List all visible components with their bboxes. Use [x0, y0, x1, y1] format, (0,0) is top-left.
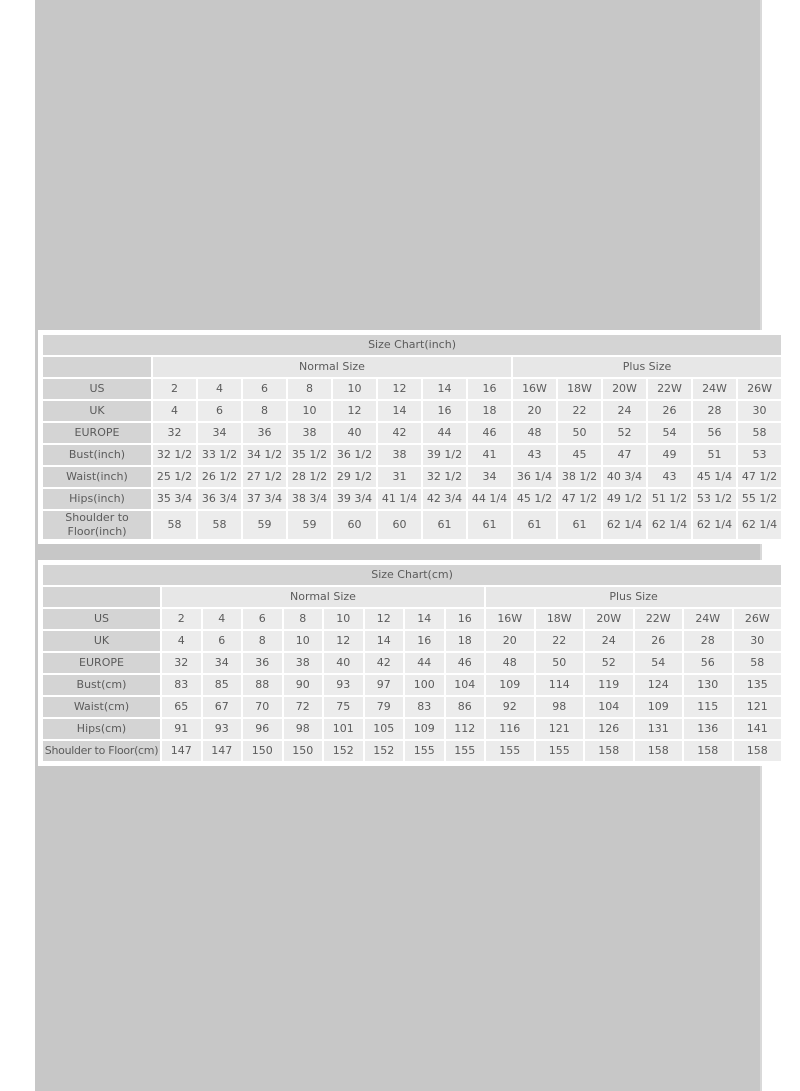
table-title: Size Chart(cm) — [43, 565, 781, 585]
size-cell: 88 — [243, 675, 282, 695]
size-chart-inch — [38, 330, 786, 544]
size-cell: 119 — [585, 675, 633, 695]
size-cell: 47 — [603, 445, 646, 465]
size-cell: 141 — [734, 719, 782, 739]
size-cell: 50 — [536, 653, 584, 673]
size-cell: 93 — [324, 675, 363, 695]
size-chart-cm-table — [41, 563, 783, 763]
size-cell: 37 3/4 — [243, 489, 286, 509]
size-cell: 109 — [635, 697, 683, 717]
size-cell: 14 — [378, 401, 421, 421]
size-cell: 61 — [423, 511, 466, 539]
size-cell: 109 — [486, 675, 534, 695]
size-cell: 10 — [288, 401, 331, 421]
size-cell: 59 — [243, 511, 286, 539]
size-cell: 14 — [365, 631, 404, 651]
size-cell: 48 — [513, 423, 556, 443]
size-cell: 79 — [365, 697, 404, 717]
size-cell: 56 — [684, 653, 732, 673]
size-cell: 24 — [585, 631, 633, 651]
size-cell: 40 — [333, 423, 376, 443]
size-cell: 35 1/2 — [288, 445, 331, 465]
size-cell: 24W — [684, 609, 732, 629]
size-cell: 8 — [243, 401, 286, 421]
size-cell: 90 — [284, 675, 323, 695]
size-cell: 26 1/2 — [198, 467, 241, 487]
size-cell: 48 — [486, 653, 534, 673]
size-cell: 158 — [635, 741, 683, 761]
table-row — [43, 511, 781, 539]
size-cell: 12 — [365, 609, 404, 629]
table-row — [43, 719, 781, 739]
size-cell: 38 — [378, 445, 421, 465]
size-cell: 42 — [365, 653, 404, 673]
size-cell: 4 — [162, 631, 201, 651]
size-cell: 44 1/4 — [468, 489, 511, 509]
size-cell: 38 — [284, 653, 323, 673]
size-cell: 14 — [423, 379, 466, 399]
size-chart-cm — [38, 560, 786, 766]
size-cell: 32 — [162, 653, 201, 673]
size-cell: 36 1/4 — [513, 467, 556, 487]
size-cell: 121 — [734, 697, 782, 717]
size-cell: 58 — [153, 511, 196, 539]
size-cell: 59 — [288, 511, 331, 539]
size-cell: 104 — [446, 675, 485, 695]
size-cell: 40 3/4 — [603, 467, 646, 487]
size-cell: 56 — [693, 423, 736, 443]
size-cell: 136 — [684, 719, 732, 739]
size-cell: 8 — [284, 609, 323, 629]
size-cell: 53 — [738, 445, 781, 465]
group-header-plus-size: Plus Size — [513, 357, 781, 377]
size-cell: 97 — [365, 675, 404, 695]
size-cell: 33 1/2 — [198, 445, 241, 465]
size-cell: 85 — [203, 675, 242, 695]
row-label: UK — [43, 631, 160, 651]
size-cell: 155 — [486, 741, 534, 761]
size-cell: 34 — [198, 423, 241, 443]
size-cell: 28 — [684, 631, 732, 651]
size-cell: 49 1/2 — [603, 489, 646, 509]
size-cell: 20 — [513, 401, 556, 421]
size-cell: 43 — [513, 445, 556, 465]
table-row — [43, 697, 781, 717]
row-label: US — [43, 609, 160, 629]
row-label: Waist(cm) — [43, 697, 160, 717]
size-cell: 109 — [405, 719, 444, 739]
size-cell: 34 — [468, 467, 511, 487]
size-cell: 6 — [243, 609, 282, 629]
size-cell: 93 — [203, 719, 242, 739]
size-cell: 16 — [423, 401, 466, 421]
size-cell: 34 — [203, 653, 242, 673]
size-cell: 50 — [558, 423, 601, 443]
size-cell: 92 — [486, 697, 534, 717]
size-cell: 24 — [603, 401, 646, 421]
size-cell: 150 — [284, 741, 323, 761]
size-cell: 8 — [243, 631, 282, 651]
size-cell: 39 1/2 — [423, 445, 466, 465]
size-cell: 29 1/2 — [333, 467, 376, 487]
size-cell: 105 — [365, 719, 404, 739]
size-cell: 35 3/4 — [153, 489, 196, 509]
background-panel — [35, 0, 762, 1091]
size-cell: 38 3/4 — [288, 489, 331, 509]
size-cell: 72 — [284, 697, 323, 717]
size-cell: 62 1/4 — [603, 511, 646, 539]
size-cell: 38 — [288, 423, 331, 443]
size-cell: 83 — [162, 675, 201, 695]
size-cell: 158 — [734, 741, 782, 761]
size-cell: 31 — [378, 467, 421, 487]
size-cell: 116 — [486, 719, 534, 739]
size-cell: 52 — [603, 423, 646, 443]
row-label: Bust(cm) — [43, 675, 160, 695]
size-cell: 65 — [162, 697, 201, 717]
table-title-row — [43, 565, 781, 585]
row-label: Shoulder to Floor(inch) — [43, 511, 151, 539]
size-cell: 49 — [648, 445, 691, 465]
size-cell: 22 — [558, 401, 601, 421]
size-cell: 18W — [536, 609, 584, 629]
size-cell: 58 — [198, 511, 241, 539]
size-cell: 54 — [635, 653, 683, 673]
size-cell: 58 — [734, 653, 782, 673]
table-row — [43, 445, 781, 465]
size-cell: 44 — [423, 423, 466, 443]
size-cell: 130 — [684, 675, 732, 695]
size-cell: 16W — [486, 609, 534, 629]
size-cell: 155 — [446, 741, 485, 761]
size-cell: 46 — [446, 653, 485, 673]
size-cell: 61 — [513, 511, 556, 539]
size-cell: 70 — [243, 697, 282, 717]
size-cell: 62 1/4 — [738, 511, 781, 539]
size-cell: 60 — [378, 511, 421, 539]
size-cell: 98 — [536, 697, 584, 717]
size-cell: 152 — [324, 741, 363, 761]
table-title: Size Chart(inch) — [43, 335, 781, 355]
size-cell: 32 1/2 — [423, 467, 466, 487]
size-cell: 16 — [405, 631, 444, 651]
size-cell: 158 — [684, 741, 732, 761]
size-cell: 6 — [198, 401, 241, 421]
size-cell: 20W — [603, 379, 646, 399]
size-cell: 16 — [468, 379, 511, 399]
size-cell: 41 1/4 — [378, 489, 421, 509]
row-label: Hips(inch) — [43, 489, 151, 509]
size-cell: 42 3/4 — [423, 489, 466, 509]
size-cell: 38 1/2 — [558, 467, 601, 487]
size-cell: 26 — [635, 631, 683, 651]
size-cell: 51 — [693, 445, 736, 465]
size-cell: 67 — [203, 697, 242, 717]
size-cell: 12 — [378, 379, 421, 399]
size-cell: 43 — [648, 467, 691, 487]
corner-cell — [43, 587, 160, 607]
size-cell: 2 — [162, 609, 201, 629]
size-cell: 12 — [333, 401, 376, 421]
row-label: UK — [43, 401, 151, 421]
size-cell: 26W — [734, 609, 782, 629]
size-cell: 91 — [162, 719, 201, 739]
size-cell: 47 1/2 — [738, 467, 781, 487]
size-cell: 27 1/2 — [243, 467, 286, 487]
size-cell: 86 — [446, 697, 485, 717]
size-cell: 4 — [153, 401, 196, 421]
size-cell: 22 — [536, 631, 584, 651]
row-label: EUROPE — [43, 423, 151, 443]
size-cell: 115 — [684, 697, 732, 717]
size-cell: 83 — [405, 697, 444, 717]
size-cell: 45 1/4 — [693, 467, 736, 487]
table-row — [43, 675, 781, 695]
table-row — [43, 379, 781, 399]
size-cell: 24W — [693, 379, 736, 399]
size-cell: 54 — [648, 423, 691, 443]
size-cell: 62 1/4 — [648, 511, 691, 539]
size-cell: 28 1/2 — [288, 467, 331, 487]
size-cell: 36 — [243, 423, 286, 443]
size-cell: 26W — [738, 379, 781, 399]
size-cell: 12 — [324, 631, 363, 651]
row-label: EUROPE — [43, 653, 160, 673]
size-cell: 96 — [243, 719, 282, 739]
size-cell: 36 1/2 — [333, 445, 376, 465]
size-cell: 46 — [468, 423, 511, 443]
corner-cell — [43, 357, 151, 377]
table-row — [43, 631, 781, 651]
group-header-normal-size: Normal Size — [162, 587, 484, 607]
size-cell: 52 — [585, 653, 633, 673]
size-cell: 51 1/2 — [648, 489, 691, 509]
size-cell: 61 — [468, 511, 511, 539]
size-cell: 150 — [243, 741, 282, 761]
table-row — [43, 653, 781, 673]
size-cell: 30 — [734, 631, 782, 651]
table-row — [43, 467, 781, 487]
size-cell: 4 — [203, 609, 242, 629]
size-cell: 18W — [558, 379, 601, 399]
size-cell: 42 — [378, 423, 421, 443]
size-cell: 104 — [585, 697, 633, 717]
size-cell: 101 — [324, 719, 363, 739]
row-label: Hips(cm) — [43, 719, 160, 739]
row-label: US — [43, 379, 151, 399]
size-cell: 20 — [486, 631, 534, 651]
table-row — [43, 609, 781, 629]
size-cell: 58 — [738, 423, 781, 443]
size-cell: 32 1/2 — [153, 445, 196, 465]
size-cell: 20W — [585, 609, 633, 629]
size-cell: 30 — [738, 401, 781, 421]
size-cell: 61 — [558, 511, 601, 539]
size-cell: 135 — [734, 675, 782, 695]
row-label: Shoulder to Floor(cm) — [43, 741, 160, 761]
size-cell: 62 1/4 — [693, 511, 736, 539]
table-row — [43, 401, 781, 421]
size-cell: 124 — [635, 675, 683, 695]
size-cell: 18 — [468, 401, 511, 421]
table-row — [43, 423, 781, 443]
size-cell: 10 — [324, 609, 363, 629]
size-cell: 60 — [333, 511, 376, 539]
size-cell: 41 — [468, 445, 511, 465]
size-cell: 147 — [162, 741, 201, 761]
size-cell: 6 — [203, 631, 242, 651]
size-cell: 44 — [405, 653, 444, 673]
size-cell: 147 — [203, 741, 242, 761]
size-cell: 4 — [198, 379, 241, 399]
group-header-row — [43, 587, 781, 607]
size-cell: 34 1/2 — [243, 445, 286, 465]
size-chart-inch-table — [41, 333, 783, 541]
size-cell: 36 3/4 — [198, 489, 241, 509]
size-cell: 6 — [243, 379, 286, 399]
size-cell: 14 — [405, 609, 444, 629]
size-cell: 26 — [648, 401, 691, 421]
table-row — [43, 489, 781, 509]
table-row — [43, 741, 781, 761]
size-cell: 155 — [405, 741, 444, 761]
size-cell: 121 — [536, 719, 584, 739]
size-cell: 75 — [324, 697, 363, 717]
table-title-row — [43, 335, 781, 355]
size-cell: 28 — [693, 401, 736, 421]
size-cell: 112 — [446, 719, 485, 739]
size-cell: 22W — [635, 609, 683, 629]
size-cell: 55 1/2 — [738, 489, 781, 509]
size-cell: 18 — [446, 631, 485, 651]
size-cell: 39 3/4 — [333, 489, 376, 509]
size-cell: 100 — [405, 675, 444, 695]
row-label: Waist(inch) — [43, 467, 151, 487]
group-header-row — [43, 357, 781, 377]
size-cell: 36 — [243, 653, 282, 673]
size-cell: 53 1/2 — [693, 489, 736, 509]
size-cell: 25 1/2 — [153, 467, 196, 487]
size-cell: 152 — [365, 741, 404, 761]
size-cell: 98 — [284, 719, 323, 739]
size-cell: 45 1/2 — [513, 489, 556, 509]
size-cell: 16W — [513, 379, 556, 399]
size-cell: 10 — [284, 631, 323, 651]
size-cell: 2 — [153, 379, 196, 399]
size-cell: 8 — [288, 379, 331, 399]
size-cell: 158 — [585, 741, 633, 761]
size-cell: 114 — [536, 675, 584, 695]
size-cell: 47 1/2 — [558, 489, 601, 509]
size-cell: 131 — [635, 719, 683, 739]
group-header-plus-size: Plus Size — [486, 587, 781, 607]
size-cell: 10 — [333, 379, 376, 399]
group-header-normal-size: Normal Size — [153, 357, 511, 377]
size-cell: 40 — [324, 653, 363, 673]
size-cell: 45 — [558, 445, 601, 465]
size-cell: 155 — [536, 741, 584, 761]
size-cell: 16 — [446, 609, 485, 629]
size-cell: 126 — [585, 719, 633, 739]
size-cell: 22W — [648, 379, 691, 399]
row-label: Bust(inch) — [43, 445, 151, 465]
size-cell: 32 — [153, 423, 196, 443]
